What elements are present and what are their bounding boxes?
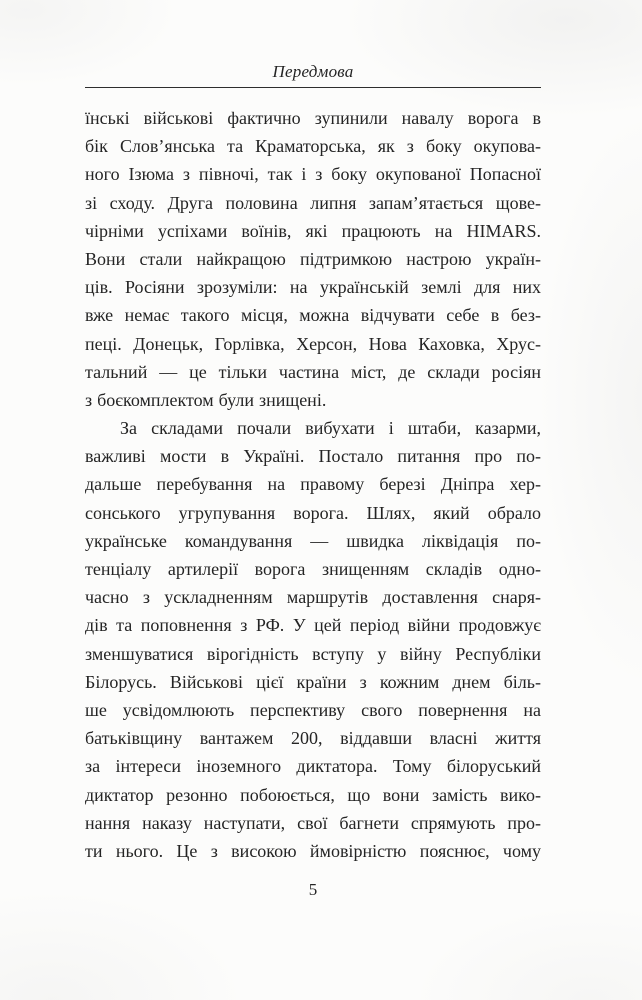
text-line: часно з ускладненням маршрутів доставлення снаря- xyxy=(85,587,541,608)
text-line: ного Ізюма з півночі, так і з боку окупованої Попасної xyxy=(85,164,541,185)
page-body xyxy=(85,104,541,865)
text-line: з боєкомплектом були знищені. xyxy=(85,389,327,410)
header-rule xyxy=(85,87,541,88)
paragraph xyxy=(85,104,541,414)
text-line: батьківщину вантажем 200, віддавши власні життя xyxy=(85,728,541,749)
text-line: ше усвідомлюють перспективу свого повернення на xyxy=(85,699,541,720)
text-line: ців. Росіяни зрозуміли: на українській землі для них xyxy=(85,277,541,298)
text-line: зменшуватися вірогідність вступу у війну Республіки xyxy=(85,643,541,664)
text-line: їнські військові фактично зупинили навалу ворога в xyxy=(85,108,541,128)
text-line: сонського угрупування ворога. Шлях, який обрало xyxy=(85,502,541,523)
text-line: українське командування — швидка ліквідація по- xyxy=(85,530,541,551)
text-line: дів та поповнення з РФ. У цей період війни продовжує xyxy=(85,615,541,636)
text-line: нання наказу наступати, свої багнети спрямують про- xyxy=(85,812,541,833)
running-header xyxy=(85,62,541,88)
text-line: важливі мости в Україні. Постало питання про по- xyxy=(85,446,541,467)
text-line: зі сходу. Друга половина липня запам’ятається щове- xyxy=(85,192,541,213)
text-line: пеці. Донецьк, Горлівка, Херсон, Нова Каховка, Хрус- xyxy=(85,333,541,354)
text-line: бік Слов’янська та Краматорська, як з боку окупова- xyxy=(85,136,541,157)
page-number: 5 xyxy=(308,880,318,899)
text-line: вже немає такого місця, можна відчувати себе в без- xyxy=(85,305,541,326)
text-line: дальше перебування на правому березі Дніпра хер- xyxy=(85,474,541,495)
text-line: за інтереси іноземного диктатора. Тому білоруський xyxy=(85,756,541,777)
text-line: Вони стали найкращою підтримкою настрою україн- xyxy=(85,248,541,269)
text-line: тальний — це тільки частина міст, де склади росіян xyxy=(85,361,541,382)
text-line: ти нього. Це з високою ймовірністю пояснює, чому xyxy=(85,840,541,861)
paragraph xyxy=(85,414,541,865)
text-line: диктатор резонно побоюється, що вони замість вико- xyxy=(85,784,541,805)
text-line: тенціалу артилерії ворога знищенням складів одно- xyxy=(85,559,541,579)
text-line: За складами почали вибухати і штаби, казарми, xyxy=(120,418,541,439)
text-line: Білорусь. Військові цієї країни з кожним днем біль- xyxy=(85,671,541,692)
chapter-title: Передмова xyxy=(272,62,354,81)
text-line: чірніми успіхами воїнів, які працюють на HIMARS. xyxy=(85,220,541,241)
